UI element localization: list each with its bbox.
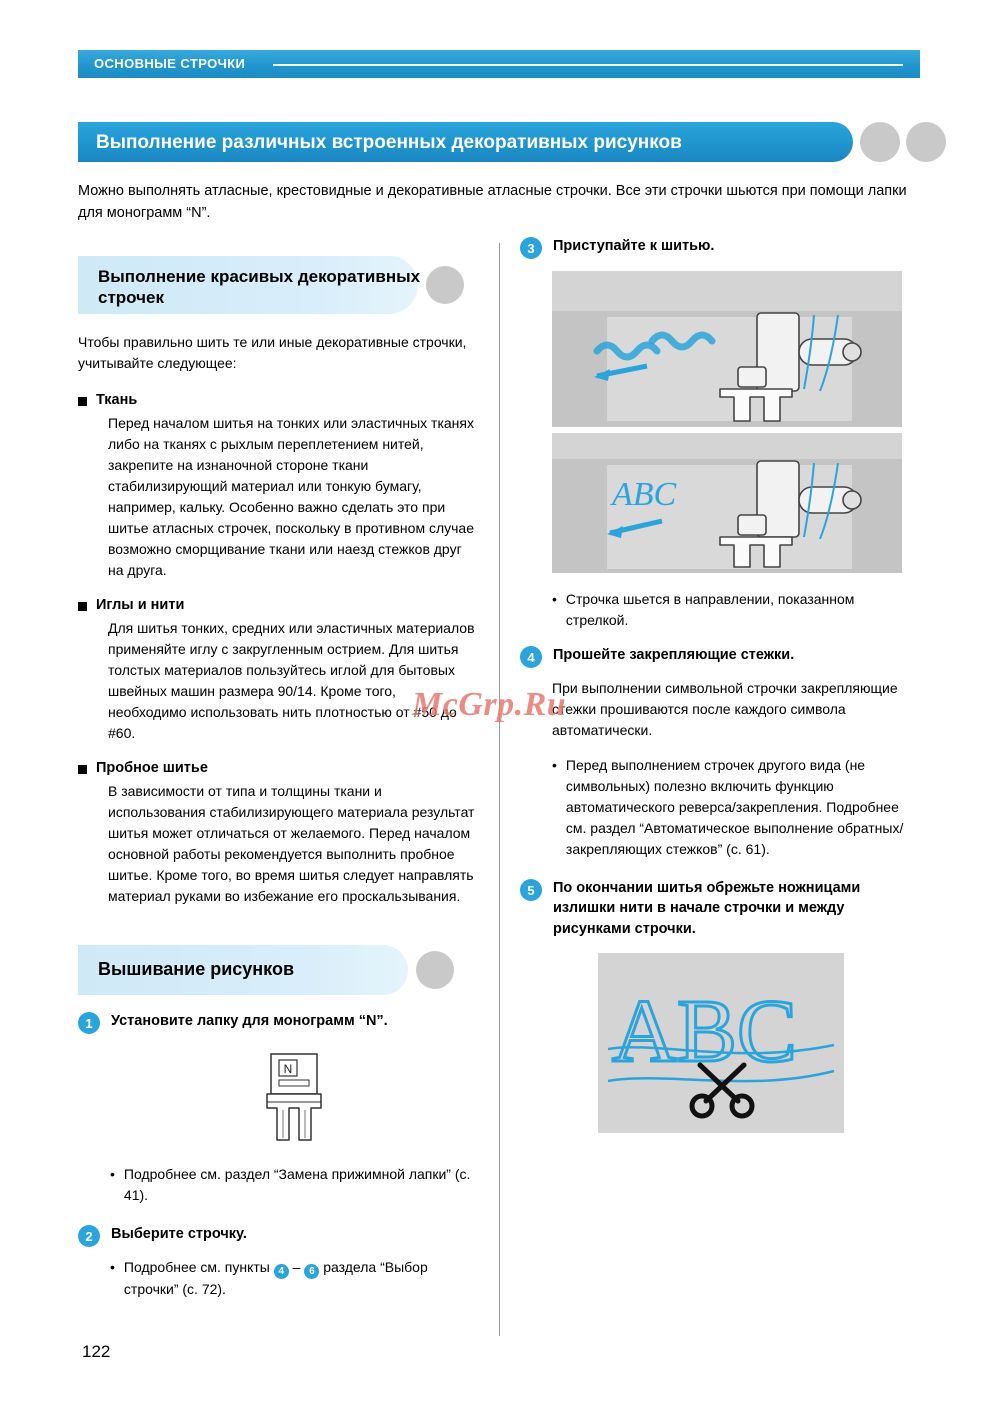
right-column	[520, 236, 920, 1133]
title-decoration-circle-2	[906, 122, 946, 162]
step-3-note-text: Строчка шьется в направлении, показанном стрелкой.	[565, 591, 855, 628]
step-5-number: 5	[520, 879, 542, 901]
watermark: McGrp.Ru	[412, 686, 567, 723]
step-1-text: Установите лапку для монограмм “N”.	[111, 1013, 388, 1029]
bullet-dot-icon: •	[110, 1259, 115, 1275]
bullet-dot-icon: •	[110, 1166, 115, 1182]
step-3-text: Приступайте к шитью.	[553, 238, 715, 254]
step-4-text: Прошейте закрепляющие стежки.	[553, 647, 795, 663]
presser-foot-illustration	[110, 1048, 478, 1148]
illustration-sewing-direction-2	[552, 433, 902, 573]
block-fabric-body: Перед началом шитья на тонких или эластичных тканях либо на тканях с рыхлым переплетением нитей, закрепите на изнаночной стороне ткани стабилизирующий материал или тонкую бумагу, например, кальку. Особенно важно сделать это при шитье атласных строчек, поскольку в противном случае возможно сморщивание ткани или наезд стежков друг на друга.	[108, 415, 474, 578]
section-heading-decorative	[78, 256, 478, 314]
page-title: Выполнение различных встроенных декоративных рисунков	[96, 132, 682, 153]
left-column	[78, 256, 478, 1310]
step-1-note	[110, 1164, 478, 1206]
block-needles-heading	[78, 597, 478, 613]
step-2-text: Выберите строчку.	[111, 1226, 247, 1242]
step-3-number: 3	[520, 237, 542, 259]
title-decoration-circle-1	[860, 122, 900, 162]
block-fabric-heading-text: Ткань	[96, 392, 138, 408]
square-bullet-icon	[78, 602, 87, 611]
step-2-note	[110, 1257, 478, 1300]
step-1	[78, 1011, 478, 1034]
step-5-text: По окончании шитья обрежьте ножницами излишки нити в начале строчки и между рисунками строчки.	[553, 880, 861, 937]
header-rule	[273, 64, 903, 66]
column-divider	[499, 243, 500, 1336]
step-4-body: При выполнении символьной строчки закрепляющие стежки прошиваются после каждого символа автоматически.	[552, 680, 898, 738]
step-2	[78, 1224, 478, 1247]
section-heading-embroidery	[78, 945, 478, 995]
illustration-sewing-direction-1	[552, 271, 902, 427]
block-test-sewing-heading	[78, 760, 478, 776]
block-needles-heading-text: Иглы и нити	[96, 597, 185, 613]
step-2-note-prefix: Подробнее см. пункты	[123, 1259, 270, 1275]
step-2-note-suffix: раздела “Выбор строчки” (с. 72).	[123, 1259, 428, 1297]
svg-text:ABC: ABC	[612, 476, 677, 513]
block-test-sewing-body: В зависимости от типа и толщины ткани и использования стабилизирующего материала результат шитья может отличаться от желаемого. Перед началом основной работы рекомендуется выполнить пробное шитье. Кроме того, во время шитья следует направлять материал руками во избежание его проскальзывания.	[108, 783, 475, 904]
block-fabric-heading	[78, 392, 478, 408]
step-5	[520, 878, 920, 939]
svg-text:N: N	[283, 1062, 293, 1076]
block-test-sewing	[78, 760, 478, 907]
step-3-note	[552, 589, 920, 631]
step-4-number: 4	[520, 646, 542, 668]
svg-text:ABC: ABC	[612, 981, 798, 1081]
subsection2-title: Вышивание рисунков	[98, 959, 295, 979]
inline-step-ref-4: 4	[274, 1264, 289, 1279]
bullet-dot-icon: •	[552, 757, 557, 773]
inline-dash: –	[292, 1259, 301, 1275]
block-fabric	[78, 392, 478, 581]
page-number: 122	[82, 1342, 111, 1361]
block-needles-body: Для шитья тонких, средних или эластичных материалов применяйте иглу с закругленным острием. Для шитья толстых материалов пользуйтесь иглой для бытовых швейных машин размера 90/14. Кроме того, необходимо использовать нить плотностью от #50 до #60.	[108, 620, 475, 741]
subsection-title: Выполнение красивых декоративных строчек	[98, 267, 421, 308]
bullet-dot-icon: •	[552, 591, 557, 607]
step-4-note-text: Перед выполнением строчек другого вида (не символьных) полезно включить функцию автоматического реверса/закрепления. Подробнее см. раздел “Автоматическое выполнение обратных/закрепляющих стежков” (с. 61).	[565, 757, 904, 857]
step-1-number: 1	[78, 1012, 100, 1034]
square-bullet-icon	[78, 765, 87, 774]
step-1-note-text: Подробнее см. раздел “Замена прижимной лапки” (с. 41).	[123, 1166, 471, 1203]
step-2-number: 2	[78, 1225, 100, 1247]
running-head: ОСНОВНЫЕ СТРОЧКИ	[94, 56, 246, 71]
step-2-note-text	[124, 1257, 478, 1300]
section-lead: Чтобы правильно шить те или иные декоративные строчки, учитывайте следующее:	[78, 334, 467, 371]
square-bullet-icon	[78, 397, 87, 406]
subsection2-decoration-circle	[416, 951, 454, 989]
illustration-trim-threads	[598, 953, 844, 1133]
inline-step-ref-6: 6	[304, 1264, 319, 1279]
page-title-block	[78, 122, 920, 162]
page-header	[78, 50, 920, 80]
intro-paragraph: Можно выполнять атласные, крестовидные и декоративные атласные строчки. Все эти строчки шьются при помощи лапки для монограмм “N”.	[78, 183, 907, 222]
step-4	[520, 645, 920, 668]
block-test-sewing-heading-text: Пробное шитье	[96, 760, 208, 776]
step-4-note	[552, 755, 920, 860]
step-3	[520, 236, 920, 259]
